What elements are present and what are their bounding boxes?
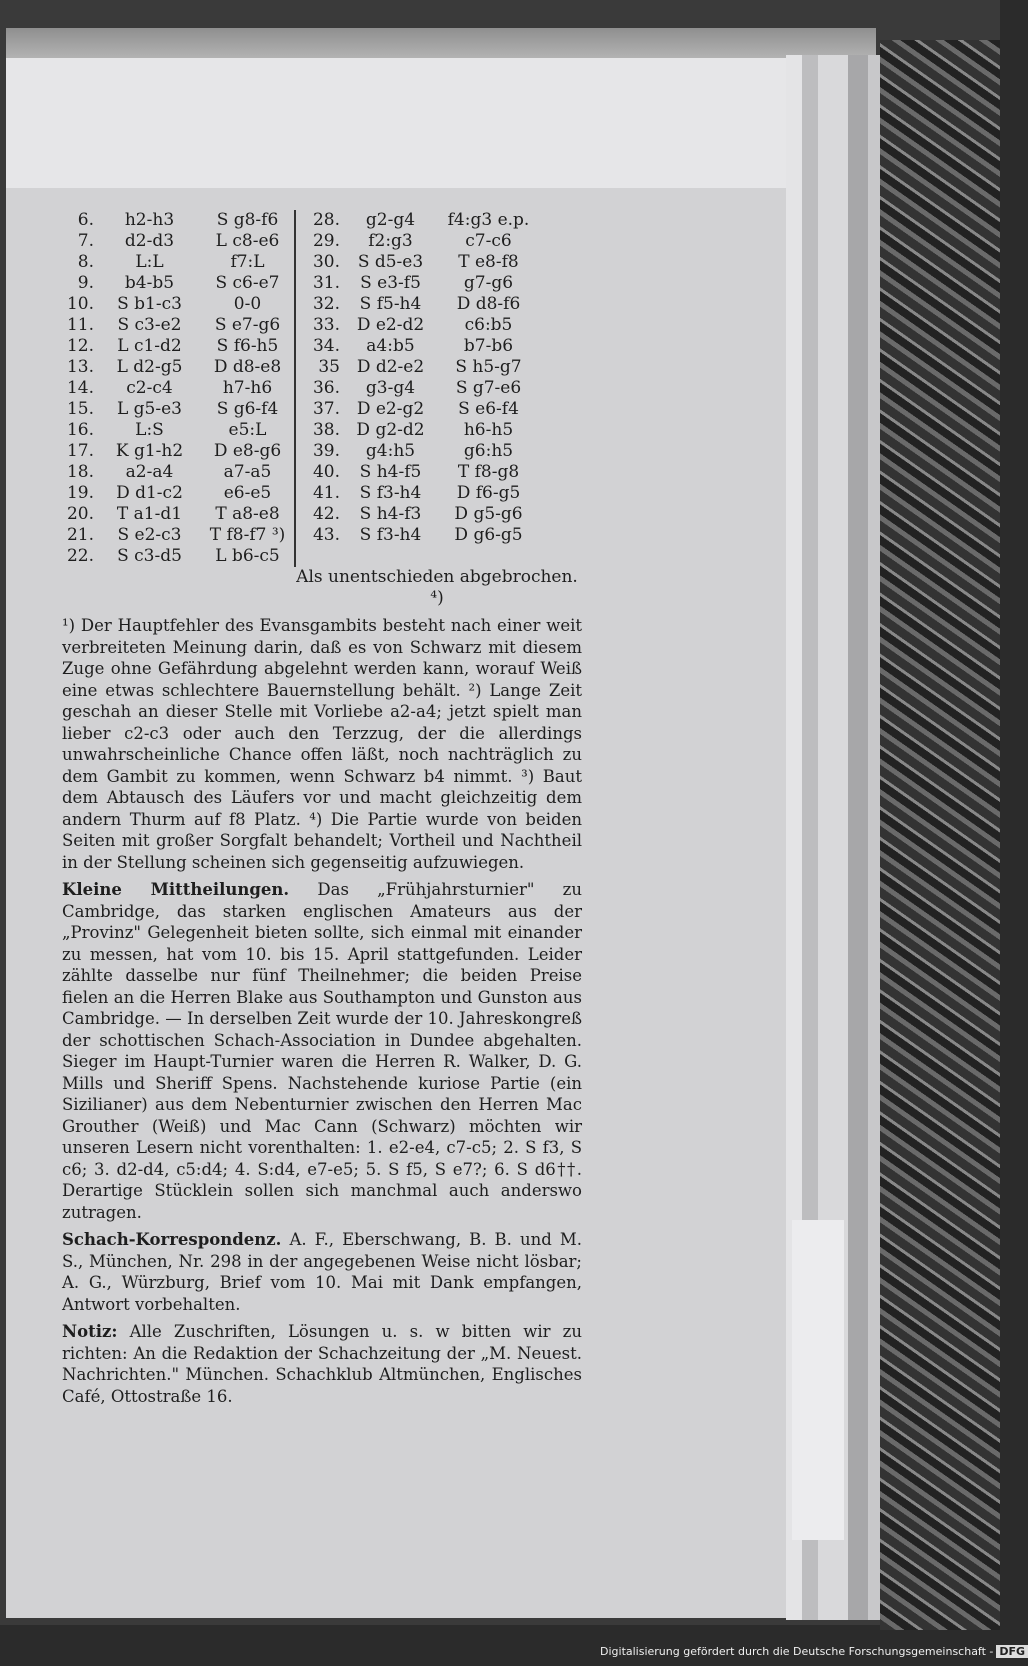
move-number: 30. xyxy=(312,252,340,272)
move-row xyxy=(62,294,540,315)
white-move: D e2-d2 xyxy=(356,315,425,335)
notiz-heading: Notiz: xyxy=(62,1322,118,1341)
white-move: f2:g3 xyxy=(368,231,413,251)
white-move: D e2-g2 xyxy=(356,399,425,419)
move-number: 9. xyxy=(77,273,94,293)
black-move: S g7-e6 xyxy=(455,378,522,398)
move-number: 39. xyxy=(312,441,340,461)
page-edge-strip xyxy=(848,55,868,1620)
move-number: 37. xyxy=(312,399,340,419)
black-move: L b6-c5 xyxy=(215,546,280,566)
move-number: 17. xyxy=(66,441,94,461)
white-move: L:L xyxy=(135,252,164,272)
white-move: S b1-c3 xyxy=(117,294,182,314)
korrespondenz-body: A. F., Eberschwang, B. B. und M. S., München, Nr. 298 in der angegebenen Weise nicht lösbar; A. G., Würzburg, Brief vom 10. Mai mit Dank empfangen, Antwort vorbehalten. xyxy=(62,1230,582,1314)
black-move: g6:h5 xyxy=(463,441,514,461)
move-number: 6. xyxy=(77,210,94,230)
move-number: 36. xyxy=(312,378,340,398)
footer-text: Digitalisierung gefördert durch die Deutsche Forschungsgemeinschaft - xyxy=(600,1645,994,1658)
black-move: e5:L xyxy=(228,420,267,440)
black-move: L c8-e6 xyxy=(215,231,280,251)
column-divider xyxy=(295,420,306,441)
page-text xyxy=(62,210,582,1407)
move-row xyxy=(62,252,540,273)
column-divider xyxy=(295,462,306,483)
move-row xyxy=(62,420,540,441)
black-move: D f6-g5 xyxy=(456,483,521,503)
white-move: D d1-c2 xyxy=(116,483,183,503)
black-move: c7-c6 xyxy=(465,231,512,251)
move-number: 21. xyxy=(66,525,94,545)
move-row xyxy=(62,378,540,399)
white-move: c2-c4 xyxy=(126,378,173,398)
page-edge-strip xyxy=(868,55,880,1620)
digitization-footer xyxy=(600,1645,1028,1658)
black-move: a7-a5 xyxy=(223,462,272,482)
white-move: L g5-e3 xyxy=(116,399,182,419)
black-move: T a8-e8 xyxy=(215,504,280,524)
black-move: T e8-f8 xyxy=(458,252,519,272)
column-divider xyxy=(295,483,306,504)
white-move: S c3-d5 xyxy=(117,546,182,566)
column-divider xyxy=(295,378,306,399)
move-number: 28. xyxy=(312,210,340,230)
move-row xyxy=(62,315,540,336)
move-row xyxy=(62,273,540,294)
korrespondenz-heading: Schach-Korrespondenz. xyxy=(62,1230,282,1249)
black-move: D g6-g5 xyxy=(454,525,523,545)
white-move: D d2-e2 xyxy=(356,357,425,377)
white-move: K g1-h2 xyxy=(115,441,184,461)
blank-region xyxy=(6,58,786,188)
move-number: 10. xyxy=(66,294,94,314)
move-row xyxy=(62,525,540,546)
white-move: S f3-h4 xyxy=(359,525,422,545)
column-divider xyxy=(295,231,306,252)
column-divider xyxy=(295,210,306,231)
move-number: 33. xyxy=(312,315,340,335)
move-row xyxy=(62,483,540,504)
column-divider xyxy=(295,546,306,567)
white-move: d2-d3 xyxy=(124,231,175,251)
white-move: S e2-c3 xyxy=(117,525,182,545)
move-number: 40. xyxy=(312,462,340,482)
white-move: g2-g4 xyxy=(365,210,416,230)
white-move: g3-g4 xyxy=(365,378,416,398)
black-move: c6:b5 xyxy=(464,315,513,335)
move-row xyxy=(62,399,540,420)
move-row xyxy=(62,441,540,462)
move-number: 16. xyxy=(66,420,94,440)
column-divider xyxy=(295,504,306,525)
white-move: S h4-f3 xyxy=(359,504,422,524)
white-move: S d5-e3 xyxy=(357,252,424,272)
column-divider xyxy=(295,441,306,462)
move-number: 14. xyxy=(66,378,94,398)
move-number: 13. xyxy=(66,357,94,377)
move-number: 35 xyxy=(318,357,340,377)
column-divider xyxy=(295,273,306,294)
move-number: 42. xyxy=(312,504,340,524)
move-row xyxy=(62,504,540,525)
white-move: S e3-f5 xyxy=(360,273,421,293)
white-move: D g2-d2 xyxy=(356,420,425,440)
black-move: D d8-f6 xyxy=(456,294,521,314)
mitteilungen-heading: Kleine Mittheilungen. xyxy=(62,880,290,899)
black-move: T f8-g8 xyxy=(457,462,520,482)
move-row xyxy=(62,231,540,252)
black-move: S e7-g6 xyxy=(214,315,281,335)
moves-table xyxy=(62,210,540,567)
white-move: T a1-d1 xyxy=(116,504,183,524)
move-number: 19. xyxy=(66,483,94,503)
white-move: a4:b5 xyxy=(366,336,415,356)
black-move: e6-e5 xyxy=(223,483,272,503)
paper-tab xyxy=(792,1220,844,1540)
column-divider xyxy=(295,315,306,336)
white-move: S c3-e2 xyxy=(117,315,182,335)
marbled-cover xyxy=(880,40,1000,1630)
black-move: h6-h5 xyxy=(463,420,514,440)
black-move: S g6-f4 xyxy=(216,399,279,419)
black-move: g7-g6 xyxy=(463,273,514,293)
move-number: 41. xyxy=(312,483,340,503)
move-row xyxy=(62,462,540,483)
notiz-body: Alle Zuschriften, Lösungen u. s. w bitten wir zu richten: An die Redaktion der Schachzeitung der „M. Neuest. Nachrichten." München. Schachklub Altmünchen, Englisches Café, Ottostraße 16. xyxy=(62,1322,582,1406)
column-divider xyxy=(295,252,306,273)
move-number: 18. xyxy=(66,462,94,482)
move-number: 22. xyxy=(66,546,94,566)
mitteilungen-section xyxy=(62,879,582,1223)
white-move: S f5-h4 xyxy=(359,294,422,314)
move-row xyxy=(62,546,540,567)
move-row xyxy=(62,210,540,231)
black-move: D d8-e8 xyxy=(213,357,282,377)
dfg-logo: DFG xyxy=(996,1645,1028,1658)
move-row xyxy=(62,336,540,357)
white-move: L c1-d2 xyxy=(117,336,182,356)
column-divider xyxy=(295,357,306,378)
black-move: 0-0 xyxy=(233,294,262,314)
black-move: f4:g3 e.p. xyxy=(447,210,530,230)
move-number: 34. xyxy=(312,336,340,356)
move-number xyxy=(306,546,344,567)
black-move: S f6-h5 xyxy=(216,336,279,356)
notiz-section xyxy=(62,1321,582,1407)
move-number: 12. xyxy=(66,336,94,356)
move-number: 38. xyxy=(312,420,340,440)
move-number: 43. xyxy=(312,525,340,545)
move-number: 29. xyxy=(312,231,340,251)
black-move xyxy=(437,546,540,567)
game-ending: Als unentschieden abgebrochen. ⁴) xyxy=(296,567,578,608)
footnotes: ¹) Der Hauptfehler des Evansgambits besteht nach einer weit verbreiteten Meinung darin, daß es von Schwarz mit diesem Zuge ohne Gefährdung abgelehnt werden kann, worauf Weiß eine etwas schlechtere Bauernstellung behält. ²) Lange Zeit geschah an dieser Stelle mit Vorliebe a2-a4; jetzt spielt man lieber c2-c3 oder auch den Terzzug, der die allerdings unwahrscheinliche Chance offen läßt, noch nachträglich zu dem Gambit zu kommen, wenn Schwarz b4 nimmt. ³) Baut dem Abtausch des Läufers vor und macht gleichzeitig dem andern Thurm auf f8 Platz. ⁴) Die Partie wurde von beiden Seiten mit großer Sorgfalt behandelt; Vortheil und Nachtheil in der Stellung scheinen sich gegenseitig aufzuwiegen. xyxy=(62,616,582,872)
white-move: h2-h3 xyxy=(124,210,175,230)
white-move: a2-a4 xyxy=(125,462,174,482)
white-move: S f3-h4 xyxy=(359,483,422,503)
black-move: S g8-f6 xyxy=(216,210,279,230)
column-divider xyxy=(295,525,306,546)
white-move: L d2-g5 xyxy=(116,357,183,377)
black-move: S c6-e7 xyxy=(215,273,280,293)
move-number: 11. xyxy=(66,315,94,335)
move-number: 8. xyxy=(77,252,94,272)
black-move: S e6-f4 xyxy=(458,399,519,419)
white-move xyxy=(344,546,437,567)
black-move: f7:L xyxy=(230,252,265,272)
mitteilungen-body: Das „Frühjahrsturnier" zu Cambridge, das starken englischen Amateurs aus der „Provinz" Gelegenheit bieten sollte, sich einmal mit einander zu messen, hat vom 10. bis 15. April stattgefunden. Leider zählte dasselbe nur fünf Theilnehmer; die beiden Preise fielen an die Herren Blake aus Southampton und Gunston aus Cambridge. — In derselben Zeit wurde der 10. Jahreskongreß der schottischen Schach-Association in Dundee abgehalten. Sieger im Haupt-Turnier waren die Herren R. Walker, D. G. Mills und Sheriff Spens. Nachstehende kuriose Partie (ein Sizilianer) aus dem Nebenturnier zwischen den Herren Mac Grouther (Weiß) und Mac Cann (Schwarz) möchten wir unseren Lesern nicht vorenthalten: 1. e2-e4, c7-c5; 2. S f3, S c6; 3. d2-d4, c5:d4; 4. S:d4, e7-e5; 5. S f5, S e7?; 6. S d6††. Derartige Stücklein sollen sich manchmal auch anderswo zutragen. xyxy=(62,880,583,1222)
black-move: b7-b6 xyxy=(463,336,514,356)
white-move: g4:h5 xyxy=(365,441,416,461)
move-number: 15. xyxy=(66,399,94,419)
column-divider xyxy=(295,399,306,420)
move-row xyxy=(62,357,540,378)
move-number: 20. xyxy=(66,504,94,524)
black-move: T f8-f7 ³) xyxy=(209,525,286,545)
column-divider xyxy=(295,294,306,315)
move-number: 32. xyxy=(312,294,340,314)
black-move: D g5-g6 xyxy=(454,504,523,524)
white-move: b4-b5 xyxy=(124,273,175,293)
black-move: S h5-g7 xyxy=(455,357,522,377)
move-number: 31. xyxy=(312,273,340,293)
column-divider xyxy=(295,336,306,357)
white-move: S h4-f5 xyxy=(359,462,422,482)
korrespondenz-section xyxy=(62,1229,582,1315)
move-number: 7. xyxy=(77,231,94,251)
white-move: L:S xyxy=(135,420,164,440)
black-move: D e8-g6 xyxy=(213,441,282,461)
black-move: h7-h6 xyxy=(222,378,273,398)
